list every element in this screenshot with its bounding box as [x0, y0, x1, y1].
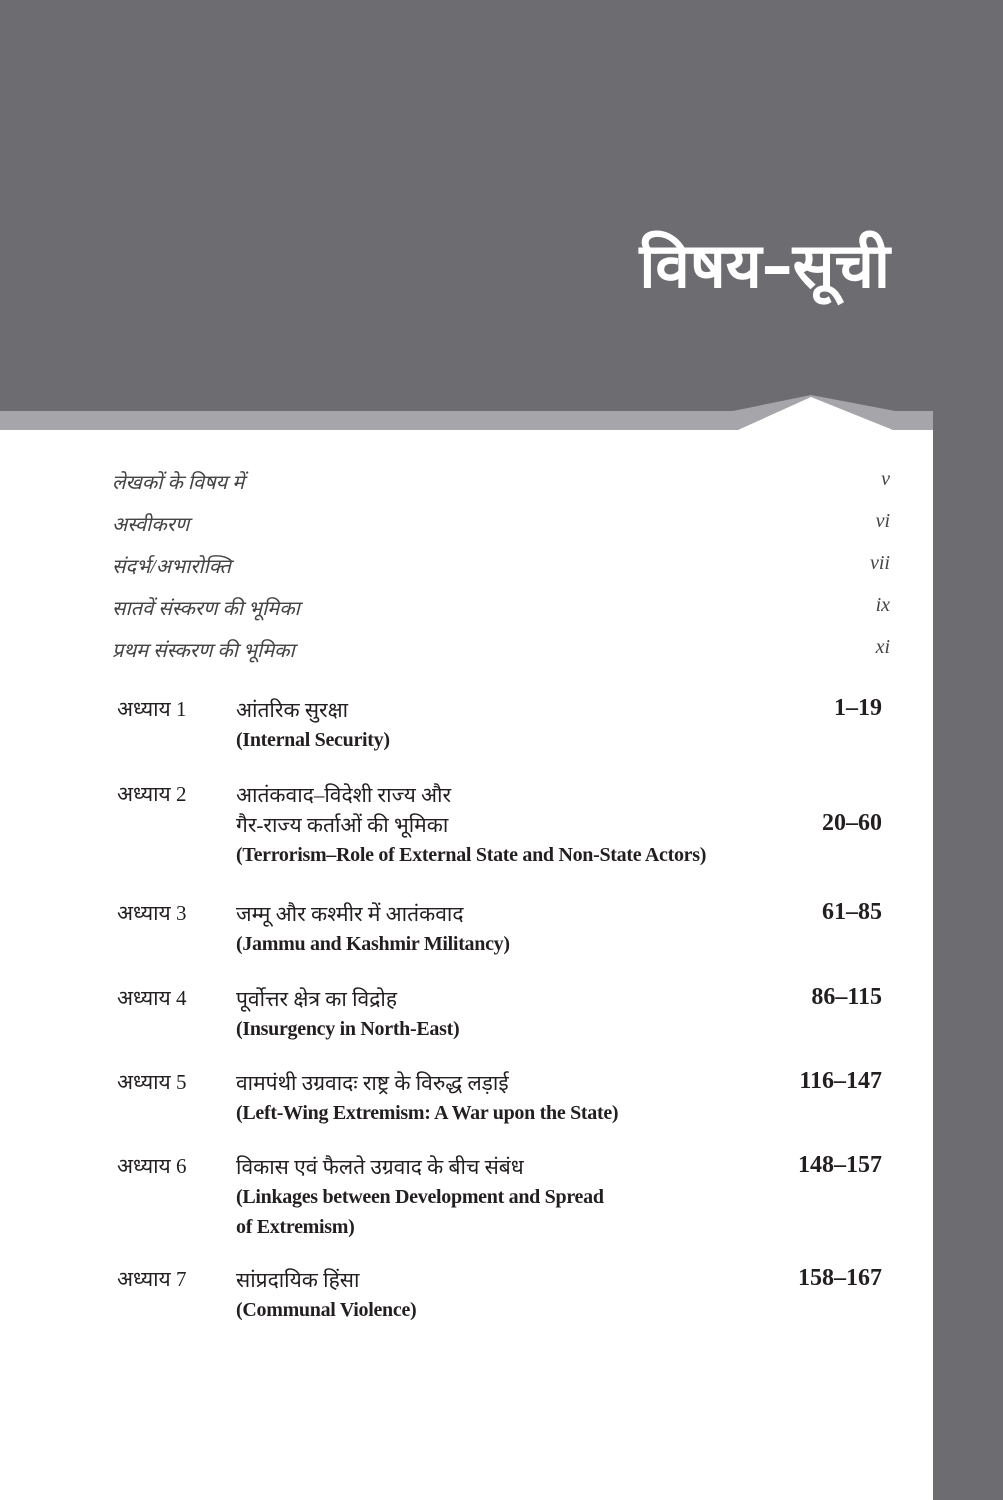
chapter-pages: 158–167 — [798, 1265, 882, 1291]
chapter-pages: 86–115 — [811, 984, 882, 1010]
chapter-title-english: (Communal Violence) — [236, 1299, 417, 1321]
chapter-label: अध्याय 1 — [117, 697, 187, 721]
chapter-label: अध्याय 7 — [117, 1267, 187, 1291]
chapter-pages: 148–157 — [798, 1152, 882, 1178]
chapter-title-hindi: विकास एवं फैलते उग्रवाद के बीच संबंध — [236, 1155, 524, 1179]
chapter-title-hindi: आंतरिक सुरक्षा — [236, 698, 349, 722]
chapter-title-hindi: पूर्वोत्तर क्षेत्र का विद्रोह — [236, 987, 397, 1011]
page-title: विषय–सूची — [639, 229, 890, 302]
chapter-pages: 116–147 — [799, 1068, 882, 1094]
entry-title: प्रथम संस्करण की भूमिका — [112, 640, 295, 662]
chapter-title-english: (Insurgency in North-East) — [236, 1018, 460, 1040]
chapter-title-english: (Terrorism–Role of External State and Non-State Actors) — [236, 844, 707, 866]
chapter-title-english: (Left-Wing Extremism: A War upon the State) — [236, 1102, 619, 1124]
chapter-label: अध्याय 5 — [117, 1070, 187, 1094]
chapter-label: अध्याय 4 — [117, 986, 187, 1010]
front-matter-entry — [112, 636, 890, 663]
chapter-pages: 1–19 — [834, 695, 882, 721]
chapter-label: अध्याय 3 — [117, 901, 187, 925]
chapter-title-hindi: वामपंथी उग्रवादः राष्ट्र के विरुद्ध लड़ाई — [236, 1071, 509, 1095]
chapter-title-english: of Extremism) — [236, 1216, 355, 1238]
entry-page: vi — [875, 510, 890, 532]
entry-title: संदर्भ/अभारोक्ति — [112, 556, 231, 578]
chapter-title-hindi: सांप्रदायिक हिंसा — [236, 1268, 360, 1292]
entry-title: लेखकों के विषय में — [112, 472, 245, 494]
entry-title: सातवें संस्करण की भूमिका — [112, 598, 300, 620]
chapter-pages: 20–60 — [822, 810, 882, 836]
chapter-title-english: (Internal Security) — [236, 729, 390, 751]
chapter-label: अध्याय 2 — [117, 782, 187, 806]
chapter-pages: 61–85 — [822, 899, 882, 925]
entry-title: अस्वीकरण — [112, 514, 190, 536]
chapter-title-english: (Linkages between Development and Spread — [236, 1186, 604, 1208]
chapter-title-english: (Jammu and Kashmir Militancy) — [236, 933, 510, 955]
front-matter-entry — [112, 552, 890, 579]
front-matter-entry — [112, 510, 890, 537]
entry-page: xi — [875, 636, 890, 658]
entry-page: ix — [875, 594, 890, 616]
chapter-title-hindi: जम्मू और कश्मीर में आतंकवाद — [236, 902, 464, 926]
front-matter-entry — [112, 594, 890, 621]
front-matter-entry — [112, 468, 890, 495]
entry-page: v — [881, 468, 890, 490]
entry-page: vii — [870, 552, 890, 574]
chapter-title-hindi: गैर-राज्य कर्ताओं की भूमिका — [236, 813, 449, 837]
chapter-label: अध्याय 6 — [117, 1154, 187, 1178]
chapter-title-hindi: आतंकवाद–विदेशी राज्य और — [236, 783, 452, 807]
